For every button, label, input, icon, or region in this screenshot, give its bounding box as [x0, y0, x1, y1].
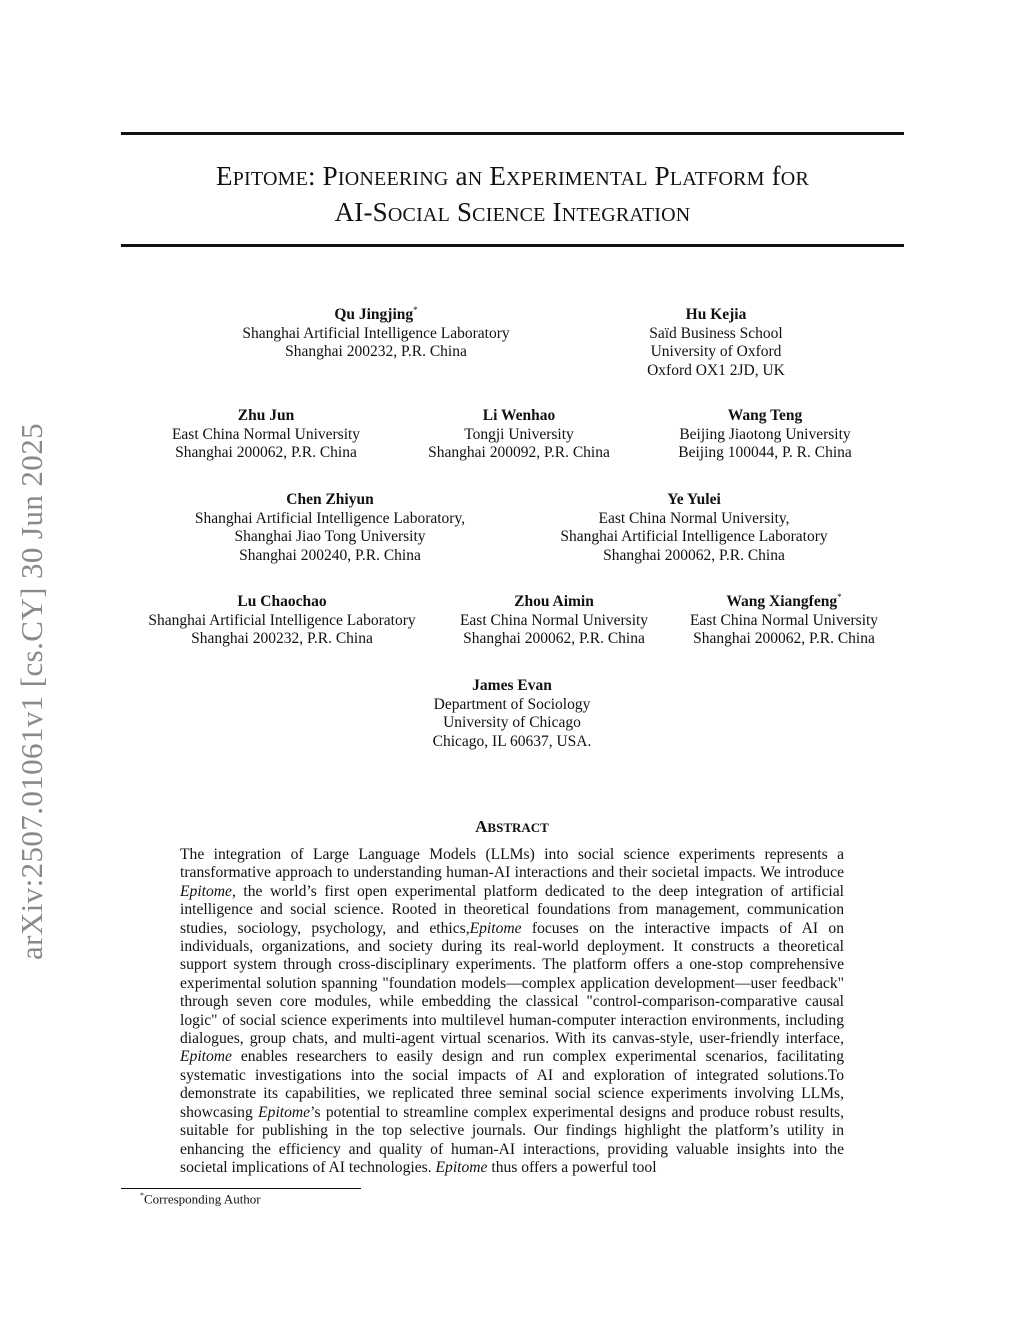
author-affiliation-line: Shanghai 200062, P.R. China: [603, 546, 785, 564]
author-affiliation-line: Saïd Business School: [649, 324, 783, 342]
platform-name-italic: Epitome: [435, 1158, 488, 1176]
author-name: Lu Chaochao: [237, 593, 327, 610]
author-affiliation-line: Shanghai Artificial Intelligence Laboratory: [560, 528, 828, 545]
author-affiliation-line: Shanghai 200240, P.R. China: [239, 546, 421, 564]
corresponding-mark: *: [413, 304, 418, 315]
author-block: [433, 677, 592, 751]
corresponding-mark: *: [837, 591, 842, 602]
author-name: Wang Xiangfeng*: [726, 591, 842, 610]
arxiv-identifier: arXiv:2507.01061v1 [cs.CY] 30 Jun 2025: [14, 423, 49, 960]
author-block: [148, 593, 415, 649]
author-block: [195, 491, 465, 565]
abstract-body: The integration of Large Language Models (LLMs) into social science experiments represents a transformative approach to understanding human-AI interactions and their societal impacts. We introduce Epitome, the world’s first open experimental platform dedicated to the deep integration of artificial intelligence and social science. Rooted in theoretical foundations from management, communication studies, sociology, psychology, and ethics,Epitome focuses on the interactive impacts of AI on individuals, organizations, and society during its real-world deployment. It constructs a theoretical support system through cross-disciplinary experiments. The platform offers a one-stop comprehensive experimental solution spanning "foundation models—complex application development—user feedback" through seven core modules, while embedding the classical "control-comparison-comparative causal logic" of social science experiments into multilevel human-computer interaction environments, including dialogues, group chats, and multi-agent virtual scenarios. With its canvas-style, user-friendly interface, Epitome enables researchers to easily design and run complex experimental scenarios, facilitating systematic investigations into the social impacts of AI and exploration of integrated solutions.To demonstrate its capabilities, we replicated three seminal social science experiments involving LLMs, showcasing Epitome’s potential to streamline complex experimental designs and produce robust results, suitable for publishing in the top selective journals. Our findings highlight the platform’s utility in enhancing the efficiency and quality of human-AI interactions, providing valuable insights into the societal implications of AI technologies. Epitome thus offers a powerful tool: [180, 846, 845, 1176]
title-line-1: EPITOME: PIONEERING aN EXPERIMENTAL PLATFORM fOR: [216, 161, 809, 191]
author-affiliation-line: Tongji University: [464, 425, 574, 443]
author-affiliation-line: Shanghai Jiao Tong University: [234, 528, 426, 545]
author-affiliation-line: Shanghai 200062, P.R. China: [463, 630, 645, 647]
author-affiliation-line: Chicago, IL 60637, USA.: [432, 732, 592, 750]
author-name: Hu Kejia: [685, 306, 747, 323]
author-affiliation-line: East China Normal University: [459, 611, 649, 629]
title-line-2: AI-SOCIAL SCIENCE INTEGRATION: [334, 197, 691, 227]
abstract-heading: ABSTRACT: [475, 817, 549, 836]
author-name: Zhu Jun: [237, 407, 295, 424]
author-block: [428, 407, 610, 463]
author-block: [172, 407, 360, 463]
author-affiliation-line: Shanghai Artificial Intelligence Laboratory: [242, 324, 510, 342]
author-name: Ye Yulei: [667, 491, 721, 508]
author-affiliation-line: Oxford OX1 2JD, UK: [647, 361, 785, 379]
author-affiliation-line: Shanghai 200062, P.R. China: [693, 630, 875, 647]
author-block: [678, 407, 852, 463]
footnote-mark: *: [140, 1191, 144, 1200]
footnote-text: Corresponding Author: [144, 1191, 261, 1207]
author-name: Qu Jingjing*: [334, 304, 418, 323]
author-affiliation-line: Beijing 100044, P. R. China: [678, 444, 852, 461]
author-block: [460, 593, 648, 649]
author-name: Chen Zhiyun: [286, 491, 374, 508]
author-block: [647, 306, 785, 380]
author-block: [560, 491, 827, 565]
author-affiliation-line: Shanghai 200062, P.R. China: [175, 444, 357, 461]
author-affiliation-line: Department of Sociology: [433, 695, 591, 713]
author-affiliation-line: East China Normal University: [171, 425, 361, 443]
platform-name-italic: Epitome: [180, 1048, 232, 1066]
author-name: Wang Teng: [727, 407, 803, 424]
footnote-rule: [121, 1188, 361, 1189]
author-affiliation-line: Shanghai Artificial Intelligence Laboratory,: [194, 509, 466, 527]
paper-title: [121, 160, 904, 232]
author-affiliation-line: Shanghai 200232, P.R. China: [285, 343, 467, 360]
author-name: Zhou Aimin: [514, 593, 594, 610]
author-block: [242, 306, 509, 362]
footnote: [140, 1191, 261, 1207]
author-name: Li Wenhao: [482, 407, 556, 424]
author-affiliation-line: Shanghai Artificial Intelligence Laboratory: [148, 611, 416, 629]
author-affiliation-line: East China Normal University: [689, 611, 879, 629]
author-affiliation-line: East China Normal University,: [598, 509, 790, 527]
platform-name-italic: Epitome: [180, 882, 232, 900]
author-affiliation-line: Shanghai 200232, P.R. China: [191, 630, 373, 647]
author-affiliation-line: University of Oxford: [650, 343, 782, 360]
title-rule-top: [121, 132, 904, 135]
platform-name-italic: Epitome: [258, 1103, 311, 1121]
title-rule-bottom: [121, 244, 904, 247]
author-affiliation-line: Beijing Jiaotong University: [679, 425, 851, 443]
author-name: James Evan: [472, 677, 552, 694]
author-block: [690, 593, 878, 649]
platform-name-italic: Epitome: [469, 919, 522, 937]
author-affiliation-line: University of Chicago: [443, 714, 581, 731]
author-affiliation-line: Shanghai 200092, P.R. China: [428, 444, 610, 461]
